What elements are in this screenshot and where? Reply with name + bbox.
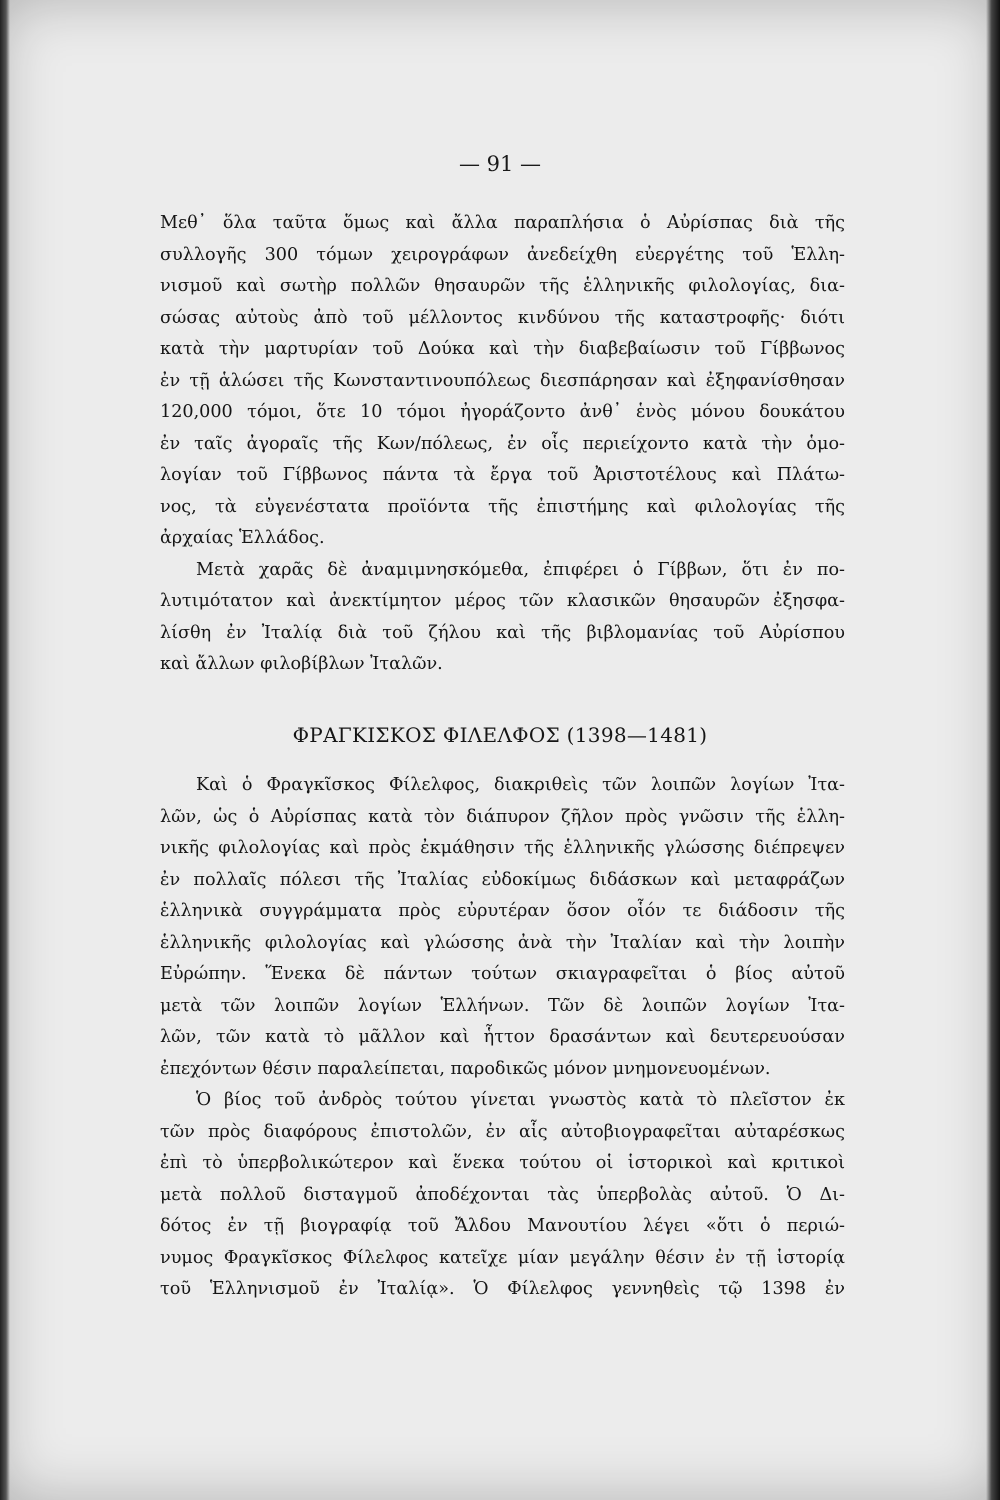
text-line: λογίαν τοῦ Γίββωνος πάντα τὰ ἔργα τοῦ Ἀριστοτέλους καὶ Πλάτω-	[160, 465, 845, 485]
page-right-edge-shadow	[986, 0, 1000, 1500]
text-line: ἐν ταῖς ἀγοραῖς τῆς Κων/πόλεως, ἐν οἷς περιείχοντο κατὰ τὴν ὁμο-	[160, 433, 845, 454]
text-line: μετὰ πολλοῦ δισταγμοῦ ἀποδέχονται τὰς ὑπερβολὰς αὐτοῦ. Ὁ Δι-	[160, 1184, 845, 1205]
text-line: Μεθ᾽ ὅλα ταῦτα ὅμως καὶ ἄλλα παραπλήσια ὁ Αὐρίσπας διὰ τῆς	[160, 213, 845, 233]
text-line: καὶ ἄλλων φιλοβίβλων Ἰταλῶν.	[160, 654, 443, 674]
text-line: Μετὰ χαρᾶς δὲ ἀναμιμνησκόμεθα, ἐπιφέρει ὁ Γίββων, ὅτι ἐν πο-	[196, 559, 845, 580]
section-heading: ΦΡΑΓΚΙΣΚΟΣ ΦΙΛΕΛΦΟΣ (1398—1481)	[292, 723, 708, 747]
text-line: Καὶ ὁ Φραγκῖσκος Φίλελφος, διακριθεὶς τῶν λοιπῶν λογίων Ἰτα-	[196, 775, 845, 795]
text-line: νισμοῦ καὶ σωτὴρ πολλῶν θησαυρῶν τῆς ἑλληνικῆς φιλολογίας, δια-	[160, 276, 845, 296]
text-line: λῶν, ὡς ὁ Αὐρίσπας κατὰ τὸν διάπυρον ζῆλον πρὸς γνῶσιν τῆς ἑλλη-	[160, 806, 845, 827]
text-line: συλλογῆς 300 τόμων χειρογράφων ἀνεδείχθη εὐεργέτης τοῦ Ἑλλη-	[160, 244, 845, 265]
text-line: ἐπεχόντων θέσιν παραλείπεται, παροδικῶς μόνον μνημονευομένων.	[160, 1058, 771, 1079]
text-line: Ὁ βίος τοῦ ἀνδρὸς τούτου γίνεται γνωστὸς κατὰ τὸ πλεῖστον ἐκ	[196, 1090, 845, 1110]
text-line: ἑλληνικῆς φιλολογίας καὶ γλώσσης ἀνὰ τὴν Ἰταλίαν καὶ τὴν λοιπὴν	[160, 932, 845, 953]
text-line: ἐπὶ τὸ ὑπερβολικώτερον καὶ ἕνεκα τούτου οἱ ἱστορικοὶ καὶ κριτικοὶ	[160, 1153, 845, 1173]
text-line: ἐν πολλαῖς πόλεσι τῆς Ἰταλίας εὐδοκίμως διδάσκων καὶ μεταφράζων	[160, 869, 845, 890]
text-line: κατὰ τὴν μαρτυρίαν τοῦ Δούκα καὶ τὴν διαβεβαίωσιν τοῦ Γίββωνος	[160, 339, 845, 359]
text-line: ἐν τῇ ἁλώσει τῆς Κωνσταντινουπόλεως διεσπάρησαν καὶ ἐξηφανίσθησαν	[160, 370, 845, 391]
text-line: λίσθη ἐν Ἰταλίᾳ διὰ τοῦ ζήλου καὶ τῆς βιβλομανίας τοῦ Αὐρίσπου	[160, 622, 845, 643]
text-line: νος, τὰ εὐγενέστατα προϊόντα τῆς ἐπιστήμης καὶ φιλολογίας τῆς	[160, 496, 845, 517]
text-line: λῶν, τῶν κατὰ τὸ μᾶλλον καὶ ἧττον δρασάντων καὶ δευτερευούσαν	[160, 1027, 845, 1047]
text-line: νικῆς φιλολογίας καὶ πρὸς ἐκμάθησιν τῆς ἑλληνικῆς γλώσσης διέπρεψεν	[160, 838, 845, 858]
text-line: Εὐρώπην. Ἕνεκα δὲ πάντων τούτων σκιαγραφεῖται ὁ βίος αὐτοῦ	[160, 964, 845, 984]
text-line: λυτιμότατον καὶ ἀνεκτίμητον μέρος τῶν κλασικῶν θησαυρῶν ἐξησφα-	[160, 591, 845, 611]
text-line: τῶν πρὸς διαφόρους ἐπιστολῶν, ἐν αἷς αὐτοβιογραφεῖται αὐταρέσκως	[160, 1121, 845, 1142]
text-line: ἑλληνικὰ συγγράμματα πρὸς εὐρυτέραν ὅσον οἷόν τε διάδοσιν τῆς	[160, 901, 845, 921]
paragraph-block-filelfos	[160, 770, 845, 1306]
text-line: τοῦ Ἑλληνισμοῦ ἐν Ἰταλίᾳ». Ὁ Φίλελφος γεννηθεὶς τῷ 1398 ἐν	[160, 1279, 845, 1299]
text-line: νυμος Φραγκῖσκος Φίλελφος κατεῖχε μίαν μεγάλην θέσιν ἐν τῇ ἱστορίᾳ	[160, 1247, 845, 1268]
paragraph-block-auripas	[160, 208, 845, 681]
text-line: 120,000 τόμοι, ὅτε 10 τόμοι ἠγοράζοντο ἀνθ᾽ ἑνὸς μόνου δουκάτου	[160, 402, 845, 422]
text-line: δότος ἐν τῇ βιογραφίᾳ τοῦ Ἄλδου Μανουτίου λέγει «ὅτι ὁ περιώ-	[160, 1216, 845, 1236]
page-number: — 91 —	[458, 152, 542, 176]
page-left-edge-shadow	[0, 0, 10, 1500]
text-line: σώσας αὐτοὺς ἀπὸ τοῦ μέλλοντος κινδύνου τῆς καταστροφῆς· διότι	[160, 307, 845, 328]
text-line: μετὰ τῶν λοιπῶν λογίων Ἑλλήνων. Τῶν δὲ λοιπῶν λογίων Ἰτα-	[160, 995, 845, 1016]
text-line: ἀρχαίας Ἑλλάδος.	[160, 528, 325, 548]
